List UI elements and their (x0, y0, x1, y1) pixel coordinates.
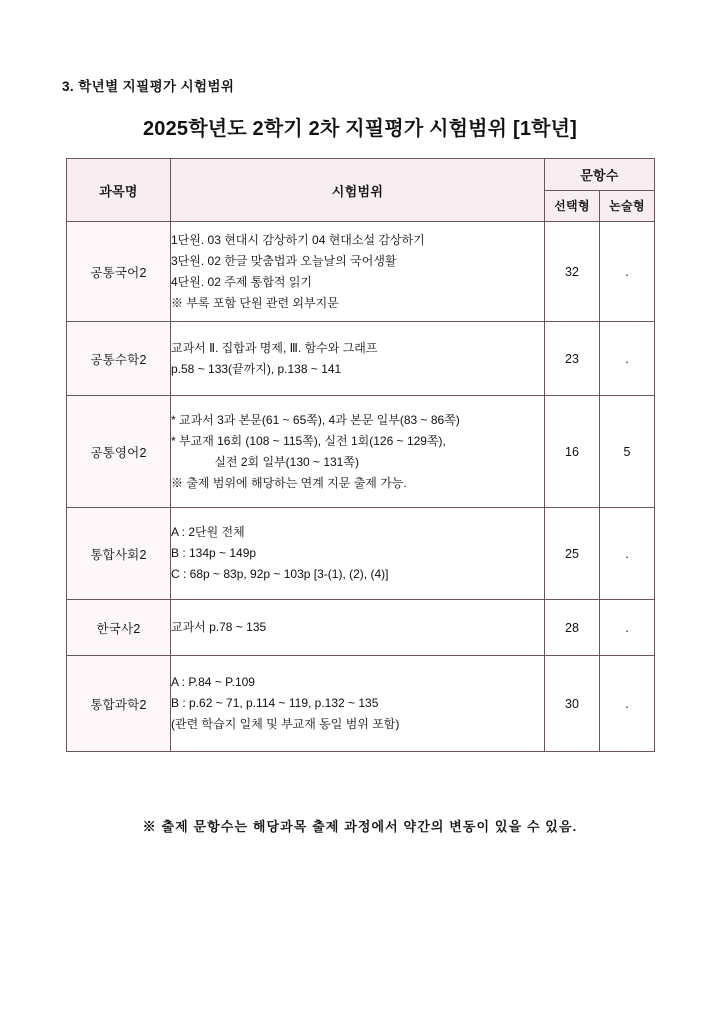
cell-exam-range (171, 322, 545, 396)
range-line: 실전 2회 일부(130 ~ 131쪽) (171, 454, 359, 469)
cell-multiple-choice-count: 16 (545, 396, 600, 508)
range-line: * 부교재 16회 (108 ~ 115쪽), 실전 1회(126 ~ 129쪽), (171, 433, 446, 448)
cell-subject: 통합사회2 (67, 508, 171, 600)
cell-essay-count: . (600, 508, 655, 600)
cell-subject: 공통국어2 (67, 222, 171, 322)
range-line: B : 134p ~ 149p (171, 546, 257, 560)
table-row (67, 656, 655, 752)
range-line: * 교과서 3과 본문(61 ~ 65쪽), 4과 본문 일부(83 ~ 86쪽) (171, 412, 460, 427)
section-heading: 3. 학년별 지필평가 시험범위 (62, 79, 235, 94)
column-header-question-count: 문항수 (545, 159, 655, 191)
range-line: p.58 ~ 133(끝까지), p.138 ~ 141 (171, 361, 342, 376)
cell-multiple-choice-count: 30 (545, 656, 600, 752)
column-header-subject: 과목명 (67, 159, 171, 222)
column-header-multiple-choice: 선택형 (545, 190, 600, 222)
cell-multiple-choice-count: 28 (545, 600, 600, 656)
range-line: (관련 학습지 일체 및 부교재 동일 범위 포함) (171, 717, 400, 731)
page-title: 2025학년도 2학기 2차 지필평가 시험범위 [1학년] (142, 118, 578, 140)
cell-subject: 통합과학2 (67, 656, 171, 752)
range-line: ※ 부록 포함 단원 관련 외부지문 (171, 295, 339, 310)
cell-essay-count: 5 (600, 396, 655, 508)
range-line: 교과서 p.78 ~ 135 (171, 620, 267, 634)
range-line: B : p.62 ~ 71, p.114 ~ 119, p.132 ~ 135 (171, 696, 379, 710)
column-header-essay: 논술형 (600, 190, 655, 222)
cell-essay-count: . (600, 322, 655, 396)
cell-essay-count: . (600, 600, 655, 656)
cell-subject: 공통수학2 (67, 322, 171, 396)
range-line: 4단원. 02 주제 통합적 읽기 (171, 274, 313, 289)
table-row (67, 508, 655, 600)
table-row (67, 222, 655, 322)
cell-exam-range (171, 508, 545, 600)
table-row (67, 600, 655, 656)
range-line: ※ 출제 범위에 해당하는 연계 지문 출제 가능. (171, 475, 407, 490)
range-line: A : P.84 ~ P.109 (171, 675, 255, 689)
cell-exam-range (171, 396, 545, 508)
cell-subject: 공통영어2 (67, 396, 171, 508)
range-line: A : 2단원 전체 (171, 525, 245, 539)
table-header (67, 159, 655, 222)
cell-exam-range (171, 222, 545, 322)
cell-exam-range (171, 600, 545, 656)
exam-scope-table (66, 158, 655, 752)
cell-essay-count: . (600, 222, 655, 322)
cell-subject: 한국사2 (67, 600, 171, 656)
cell-multiple-choice-count: 23 (545, 322, 600, 396)
cell-essay-count: . (600, 656, 655, 752)
range-line: 1단원. 03 현대시 감상하기 04 현대소설 감상하기 (171, 232, 425, 247)
table-body (67, 222, 655, 752)
table-row (67, 322, 655, 396)
footnote: ※ 출제 문항수는 해당과목 출제 과정에서 약간의 변동이 있을 수 있음. (142, 819, 578, 834)
cell-multiple-choice-count: 25 (545, 508, 600, 600)
table-row (67, 396, 655, 508)
cell-multiple-choice-count: 32 (545, 222, 600, 322)
range-line: C : 68p ~ 83p, 92p ~ 103p [3-(1), (2), (4)] (171, 567, 389, 581)
range-line: 3단원. 02 한글 맞춤법과 오늘날의 국어생활 (171, 253, 397, 268)
cell-exam-range (171, 656, 545, 752)
range-line: 교과서 Ⅱ. 집합과 명제, Ⅲ. 함수와 그래프 (171, 340, 378, 355)
column-header-range: 시험범위 (171, 159, 545, 222)
